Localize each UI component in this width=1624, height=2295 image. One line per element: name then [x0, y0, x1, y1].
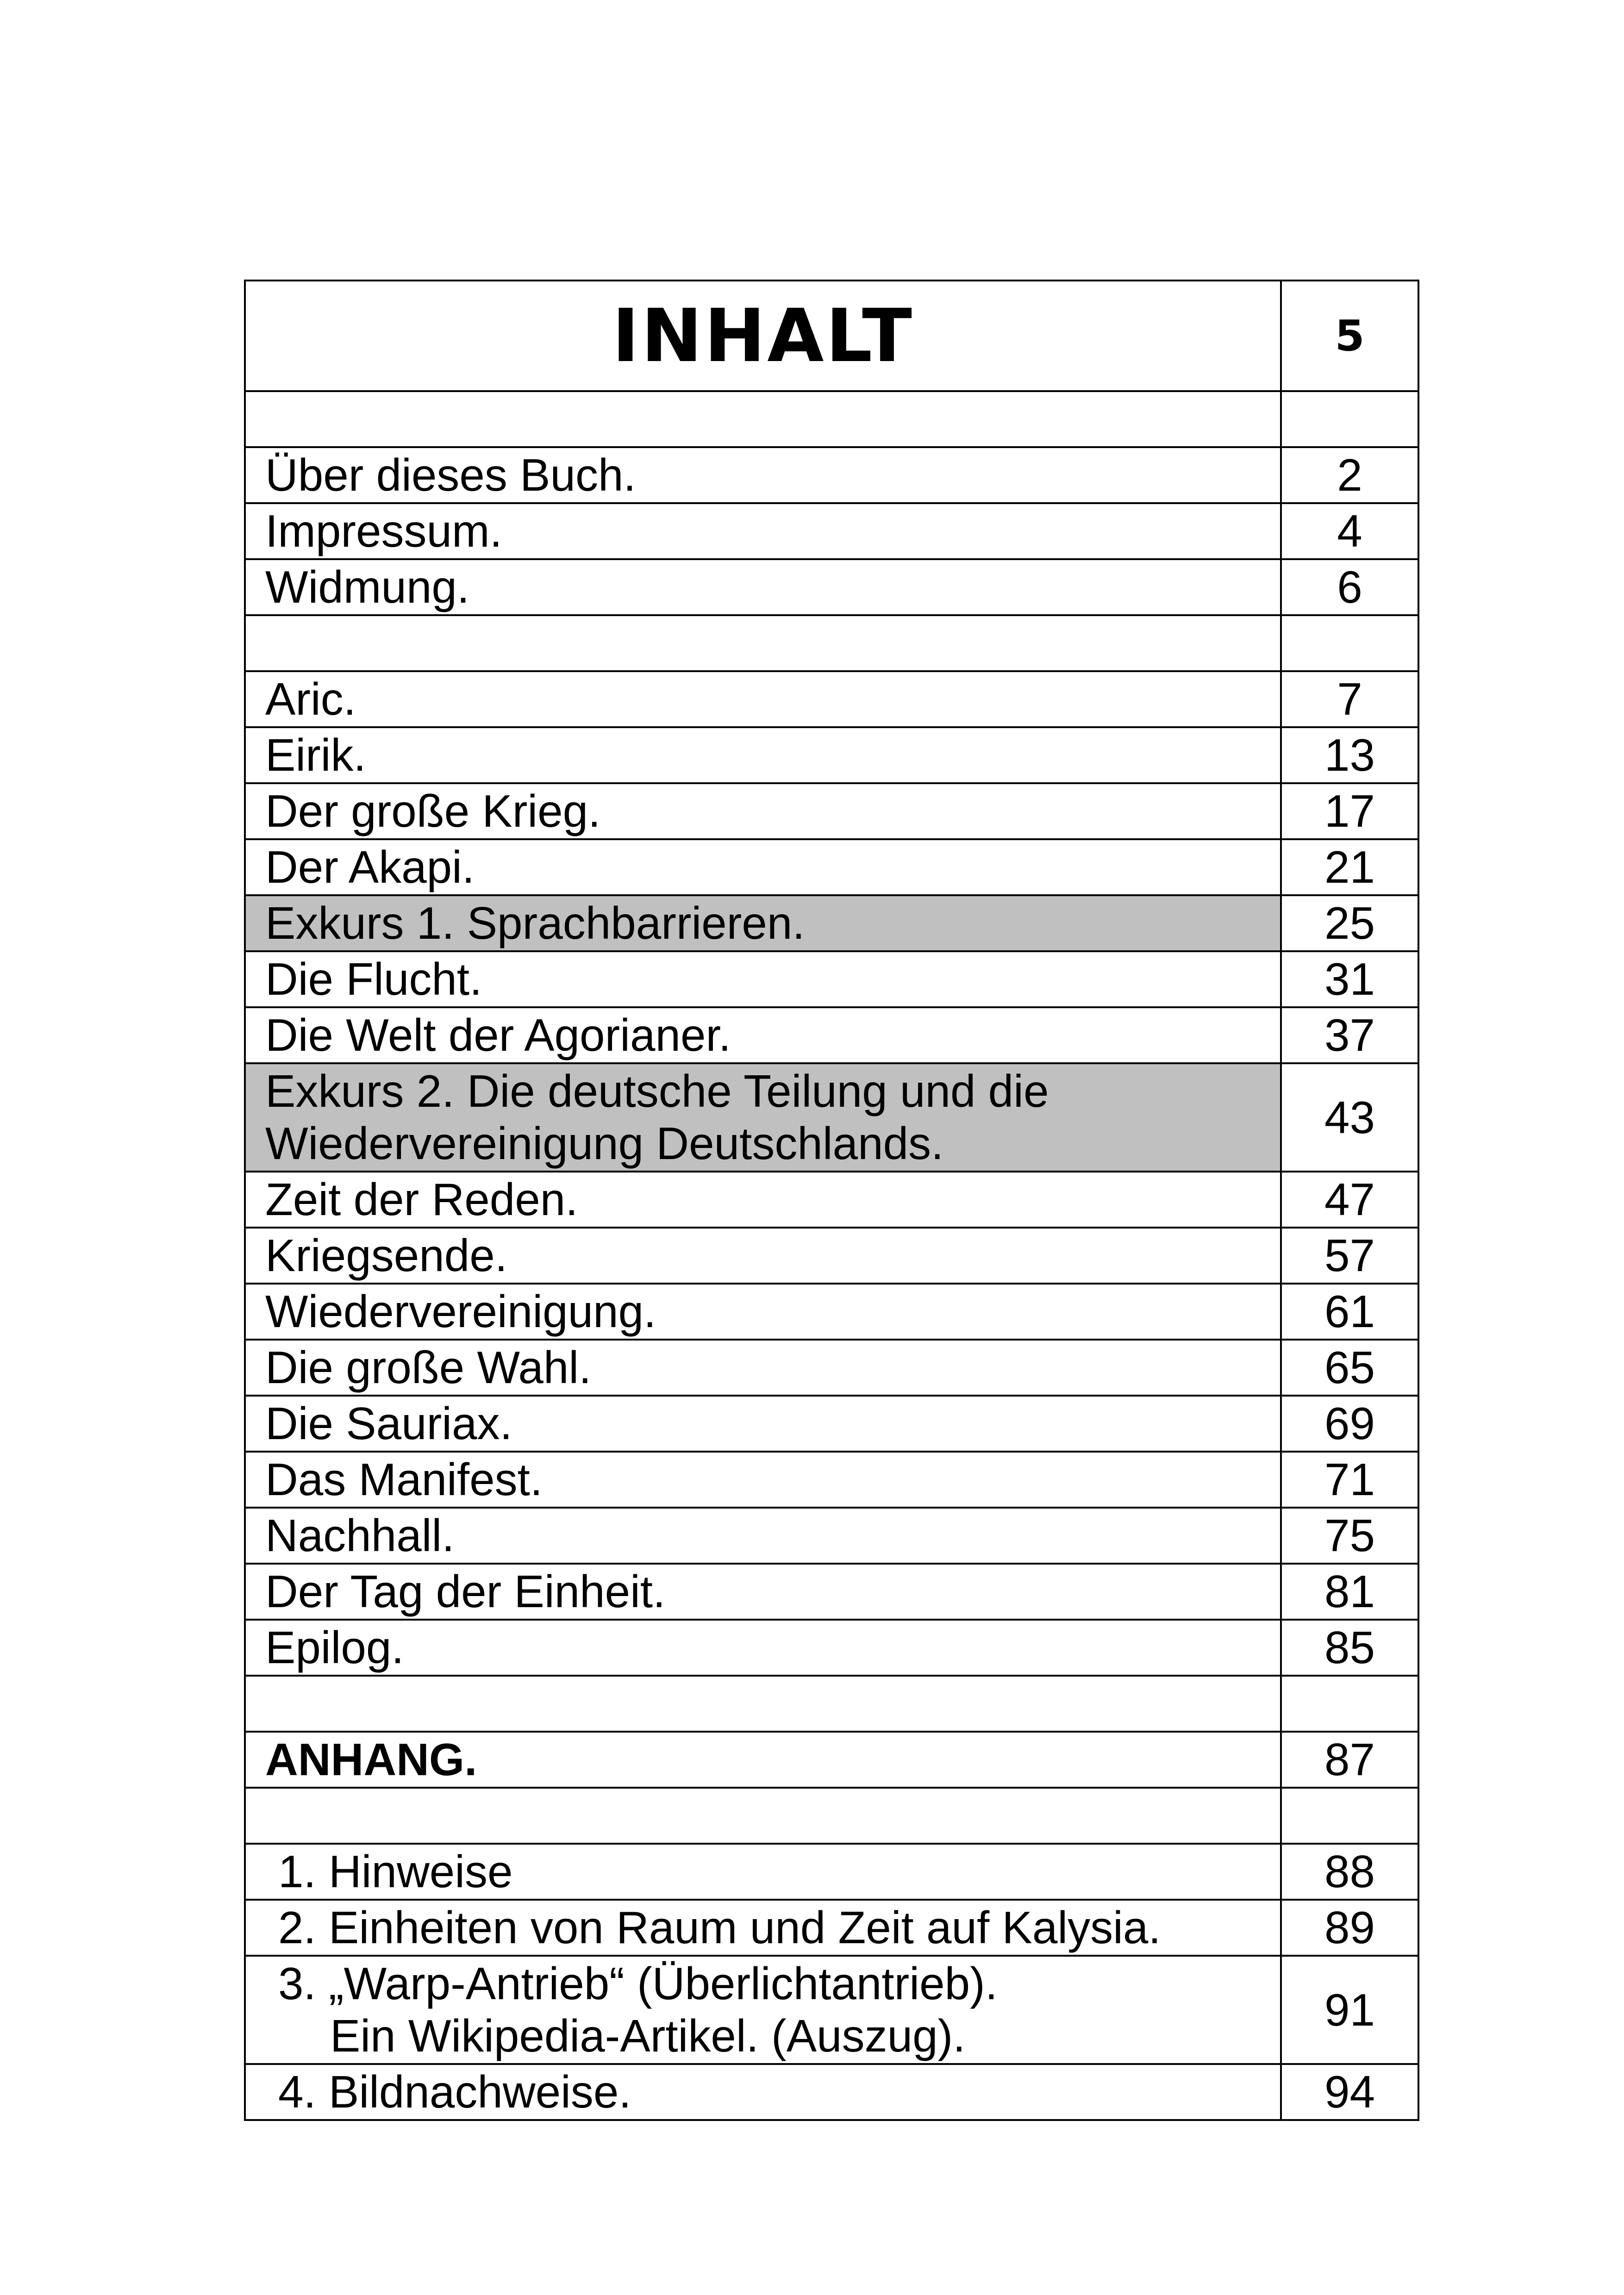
- appendix-item-row: [245, 1900, 1418, 1956]
- toc-row: [245, 1564, 1418, 1620]
- appendix-item-title-line: 3. „Warp-Antrieb“ (Überlichtantrieb).: [278, 1958, 998, 2009]
- toc-entry-page: 37: [1281, 1007, 1418, 1063]
- appendix-item-row: [245, 1956, 1418, 2064]
- toc-entry-title: Exkurs 1. Sprachbarrieren.: [245, 895, 1281, 951]
- toc-entry-title: Eirik.: [245, 727, 1281, 783]
- toc-entry-title: Über dieses Buch.: [245, 447, 1281, 503]
- toc-entry-title-line: Exkurs 2. Die deutsche Teilung und die: [265, 1066, 1049, 1116]
- appendix-item-title-line: Ein Wikipedia-Artikel. (Auszug).: [330, 2010, 966, 2061]
- appendix-item-title: 1. Hinweise: [245, 1844, 1281, 1900]
- toc-entry-title: Der große Krieg.: [245, 783, 1281, 839]
- toc-row: [245, 1228, 1418, 1284]
- toc-row: [245, 783, 1418, 839]
- toc-entry-title: Nachhall.: [245, 1508, 1281, 1564]
- toc-row: [245, 1396, 1418, 1452]
- spacer-row: [245, 1788, 1418, 1844]
- toc-heading-page: 5: [1281, 281, 1418, 391]
- toc-row: [245, 1172, 1418, 1228]
- appendix-item-row: [245, 1844, 1418, 1900]
- toc-entry-page: 85: [1281, 1620, 1418, 1676]
- toc-entry-page: 71: [1281, 1452, 1418, 1508]
- toc-entry-page: 25: [1281, 895, 1418, 951]
- toc-row: [245, 503, 1418, 559]
- toc-row: [245, 1452, 1418, 1508]
- toc-entry-title-line: Wiedervereinigung Deutschlands.: [265, 1118, 944, 1169]
- toc-heading: INHALT: [245, 281, 1281, 391]
- spacer-row: [245, 391, 1418, 447]
- toc-entry-title: Kriegsende.: [245, 1228, 1281, 1284]
- toc-entry-page: 43: [1281, 1063, 1418, 1172]
- toc-entry-page: 69: [1281, 1396, 1418, 1452]
- toc-row: [245, 559, 1418, 615]
- toc-entry-page: 4: [1281, 503, 1418, 559]
- toc-entry-page: 21: [1281, 839, 1418, 895]
- toc-row: [245, 1340, 1418, 1396]
- appendix-item-title: 4. Bildnachweise.: [245, 2064, 1281, 2120]
- toc-entry-title: [245, 1063, 1281, 1172]
- toc-row: [245, 1007, 1418, 1063]
- toc-row: [245, 727, 1418, 783]
- toc-row-excursus: [245, 895, 1418, 951]
- spacer-row: [245, 615, 1418, 671]
- toc-entry-page: 17: [1281, 783, 1418, 839]
- toc-entry-page: 31: [1281, 951, 1418, 1007]
- toc-entry-page: 61: [1281, 1284, 1418, 1340]
- toc-entry-title: Die große Wahl.: [245, 1340, 1281, 1396]
- toc-header-row: [245, 281, 1418, 391]
- appendix-item-title: 2. Einheiten von Raum und Zeit auf Kalysia.: [245, 1900, 1281, 1956]
- toc-entry-title: Die Welt der Agorianer.: [245, 1007, 1281, 1063]
- toc-entry-page: 57: [1281, 1228, 1418, 1284]
- toc-entry-page: 7: [1281, 671, 1418, 727]
- toc-row: [245, 447, 1418, 503]
- toc-entry-page: 13: [1281, 727, 1418, 783]
- toc-row: [245, 1620, 1418, 1676]
- appendix-page: 87: [1281, 1732, 1418, 1788]
- appendix-item-row: [245, 2064, 1418, 2120]
- toc-entry-title: Die Flucht.: [245, 951, 1281, 1007]
- appendix-item-page: 91: [1281, 1956, 1418, 2064]
- toc-row: [245, 951, 1418, 1007]
- toc-entry-title: Epilog.: [245, 1620, 1281, 1676]
- toc-entry-title: Impressum.: [245, 503, 1281, 559]
- appendix-item-page: 89: [1281, 1900, 1418, 1956]
- appendix-item-page: 94: [1281, 2064, 1418, 2120]
- toc-entry-title: Die Sauriax.: [245, 1396, 1281, 1452]
- toc-entry-page: 65: [1281, 1340, 1418, 1396]
- toc-row: [245, 839, 1418, 895]
- toc-entry-title: Zeit der Reden.: [245, 1172, 1281, 1228]
- toc-row: [245, 1284, 1418, 1340]
- toc-entry-title: Wiedervereinigung.: [245, 1284, 1281, 1340]
- toc-entry-page: 2: [1281, 447, 1418, 503]
- spacer-row: [245, 1676, 1418, 1732]
- toc-entry-page: 75: [1281, 1508, 1418, 1564]
- appendix-row: [245, 1732, 1418, 1788]
- toc-row: [245, 1508, 1418, 1564]
- appendix-title: ANHANG.: [245, 1732, 1281, 1788]
- appendix-item-title: [245, 1956, 1281, 2064]
- toc-entry-title: Der Tag der Einheit.: [245, 1564, 1281, 1620]
- toc-row: [245, 671, 1418, 727]
- toc-entry-page: 47: [1281, 1172, 1418, 1228]
- toc-entry-title: Das Manifest.: [245, 1452, 1281, 1508]
- toc-row-excursus: [245, 1063, 1418, 1172]
- toc-entry-page: 6: [1281, 559, 1418, 615]
- appendix-item-page: 88: [1281, 1844, 1418, 1900]
- toc-entry-title: Widmung.: [245, 559, 1281, 615]
- toc-entry-page: 81: [1281, 1564, 1418, 1620]
- toc-entry-title: Aric.: [245, 671, 1281, 727]
- table-of-contents: [244, 280, 1419, 2121]
- toc-entry-title: Der Akapi.: [245, 839, 1281, 895]
